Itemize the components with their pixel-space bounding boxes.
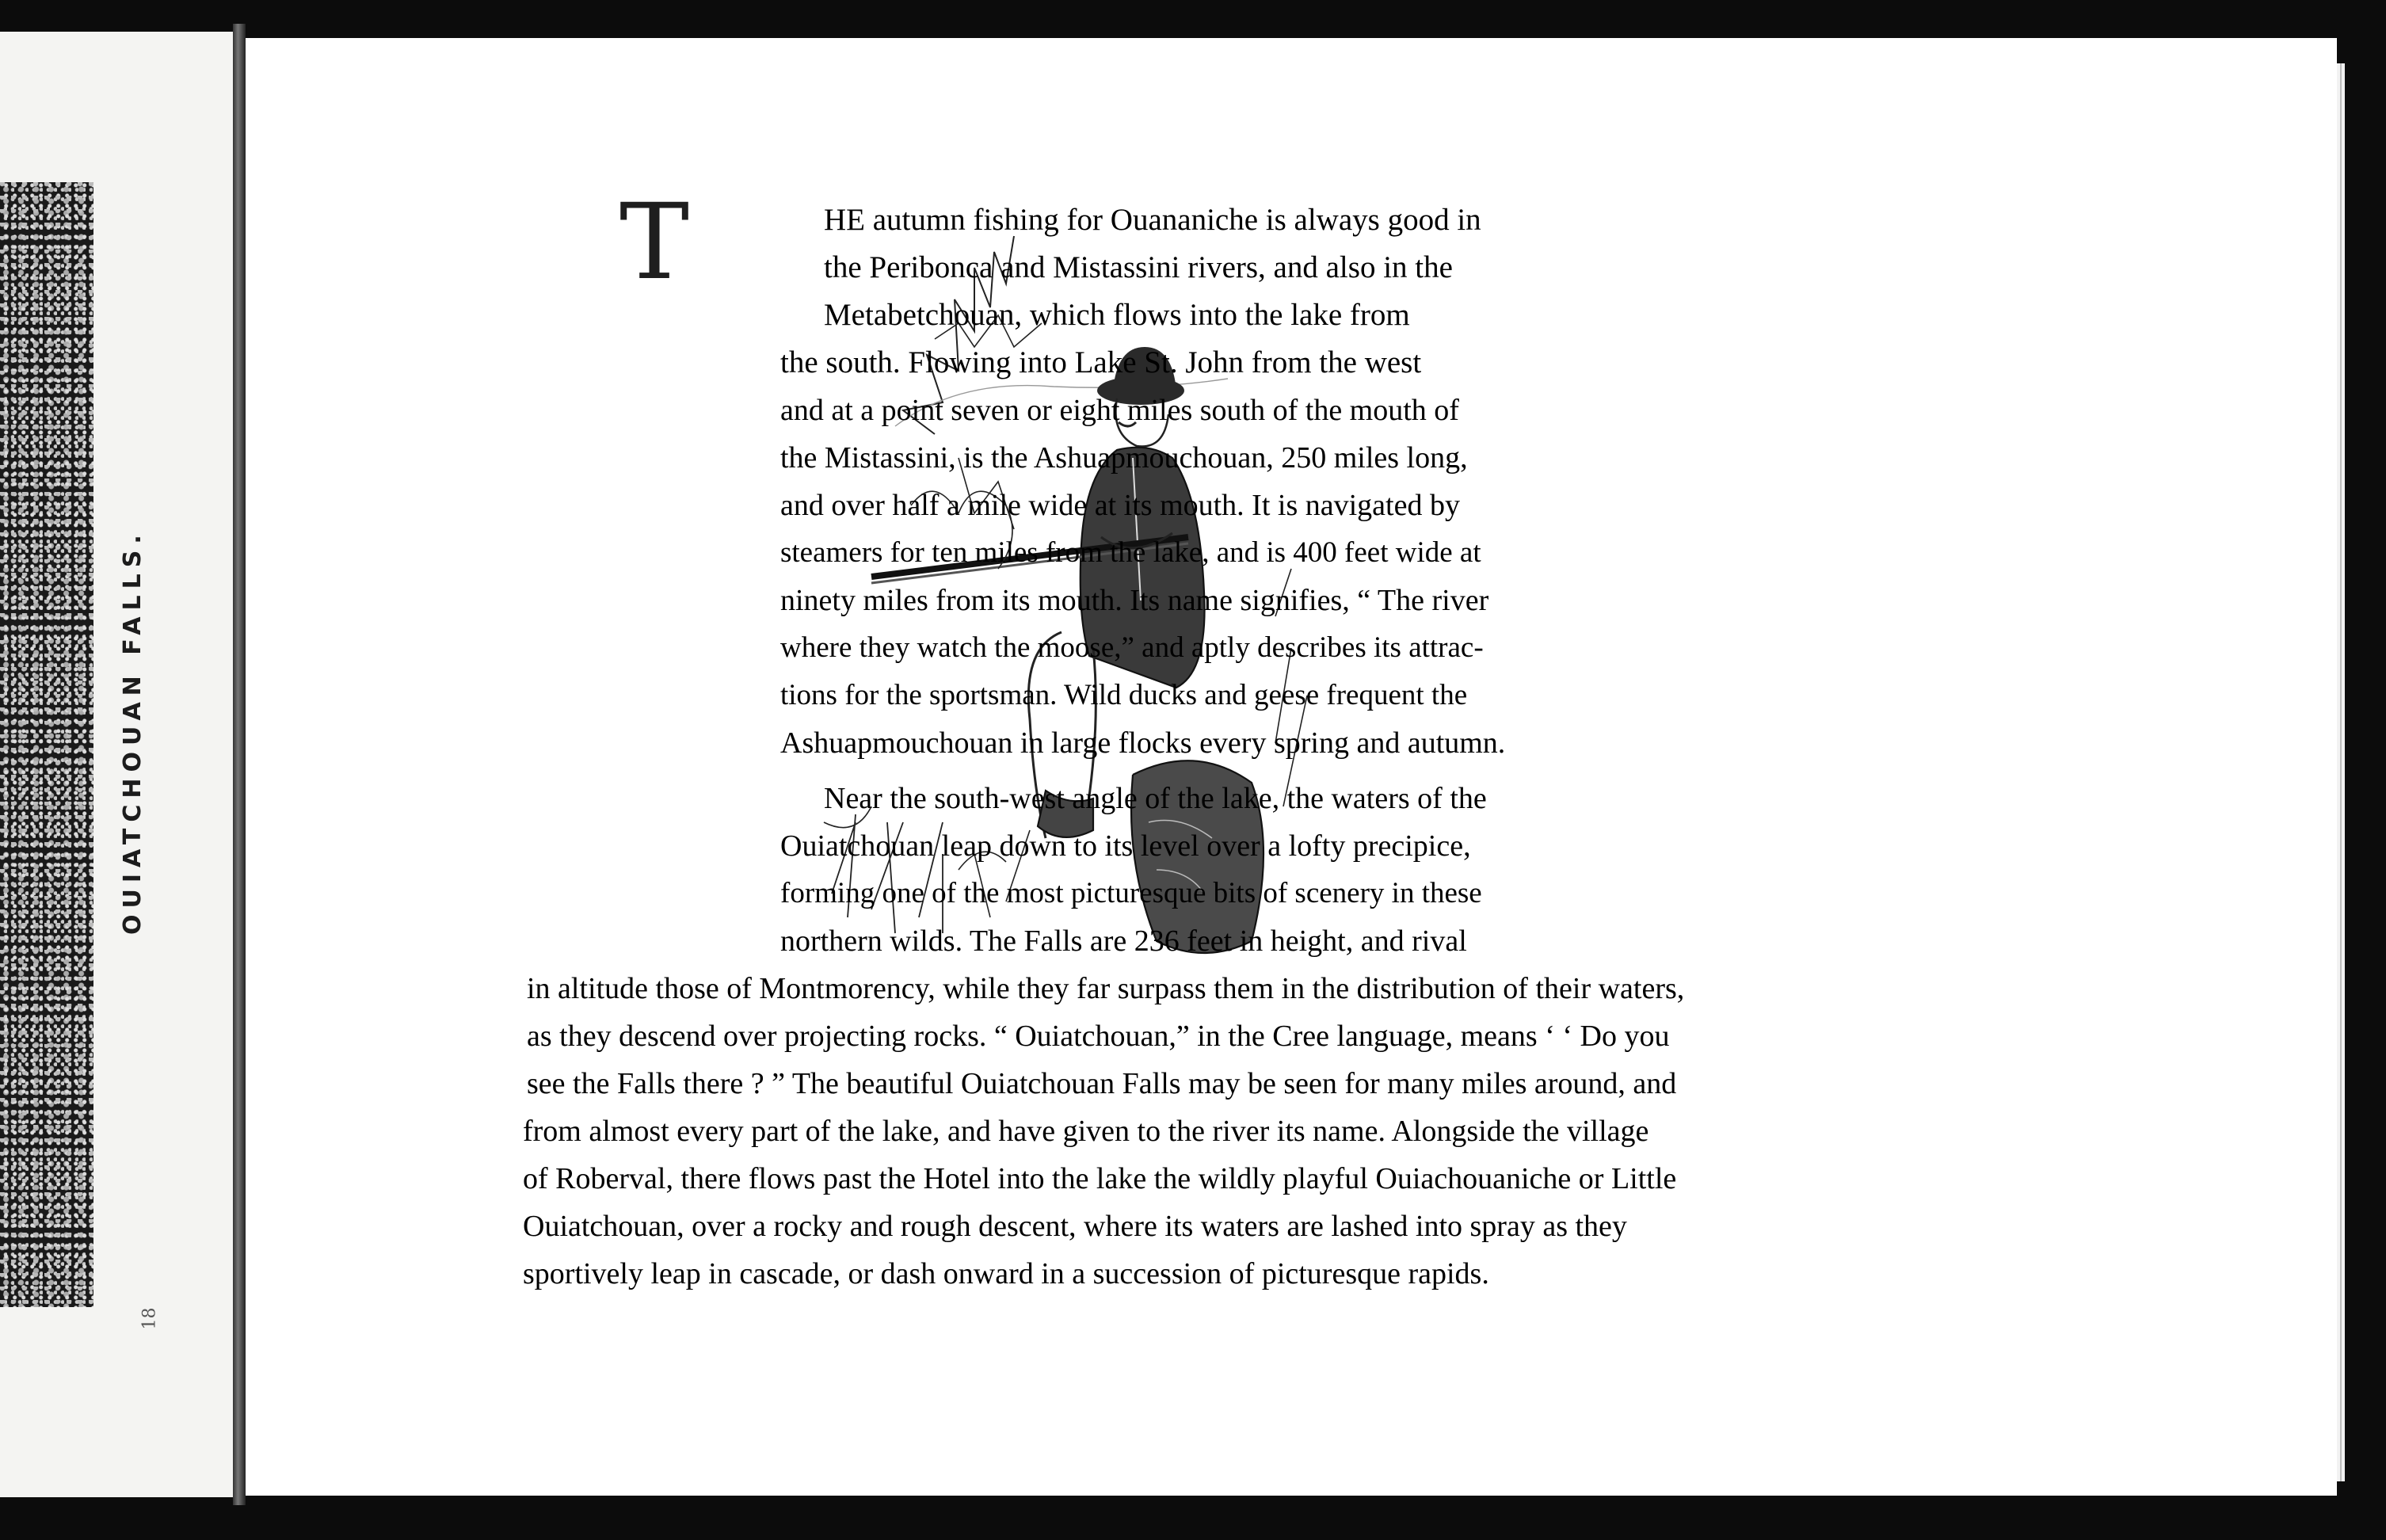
text-line: Ouiatchouan, over a rocky and rough descent, where its waters are lashed into spray as they (523, 1210, 1627, 1243)
text-line: ninety miles from its mouth. Its name signifies, “ The river (780, 584, 1489, 617)
text-line: the south. Flowing into Lake St. John from the west (780, 345, 1422, 379)
text-line: Ashuapmouchouan in large flocks every spring and autumn. (780, 726, 1506, 760)
text-line: forming one of the most picturesque bits of scenery in these (780, 877, 1482, 909)
text-line: from almost every part of the lake, and have given to the river its name. Alongside the village (523, 1115, 1649, 1148)
text-line: steamers for ten miles from the lake, and is 400 feet wide at (780, 536, 1481, 569)
falls-photograph (0, 182, 93, 1307)
text-line: HE autumn fishing for Ouananiche is always good in (824, 203, 1481, 237)
text-line: where they watch the moose,” and aptly describes its attrac- (780, 631, 1484, 664)
plate-caption: OUIATCHOUAN FALLS. (119, 528, 147, 935)
text-line: as they descend over projecting rocks. “ Ouiatchouan,” in the Cree language, means ‘ ‘ Do you (527, 1020, 1670, 1053)
text-line: the Peribonca and Mistassini rivers, and also in the (824, 250, 1453, 284)
text-line: see the Falls there ? ” The beautiful Ouiatchouan Falls may be seen for many miles around, and (527, 1067, 1677, 1100)
page-number: 18 (139, 1307, 160, 1330)
text-line: Ouiatchouan leap down to its level over a lofty precipice, (780, 829, 1471, 863)
text-line: sportively leap in cascade, or dash onward in a succession of picturesque rapids. (523, 1257, 1489, 1290)
text-line: Metabetchouan, which flows into the lake from (824, 298, 1410, 332)
text-line: in altitude those of Montmorency, while they far surpass them in the distribution of their waters, (527, 972, 1685, 1005)
book-gutter (233, 24, 246, 1505)
text-line: northern wilds. The Falls are 236 feet in height, and rival (780, 924, 1467, 958)
text-line: and over half a mile wide at its mouth. It is navigated by (780, 489, 1460, 522)
text-line: tions for the sportsman. Wild ducks and geese frequent the (780, 679, 1468, 711)
text-line: of Roberval, there flows past the Hotel into the lake the wildly playful Ouiachouaniche or Little (523, 1162, 1677, 1195)
text-line: the Mistassini, is the Ashuapmouchouan, 250 miles long, (780, 441, 1468, 475)
text-line: Near the south-west angle of the lake, the waters of the (824, 782, 1487, 815)
drop-cap-letter: T (619, 181, 690, 303)
text-line: and at a point seven or eight miles south of the mouth of (780, 394, 1459, 427)
